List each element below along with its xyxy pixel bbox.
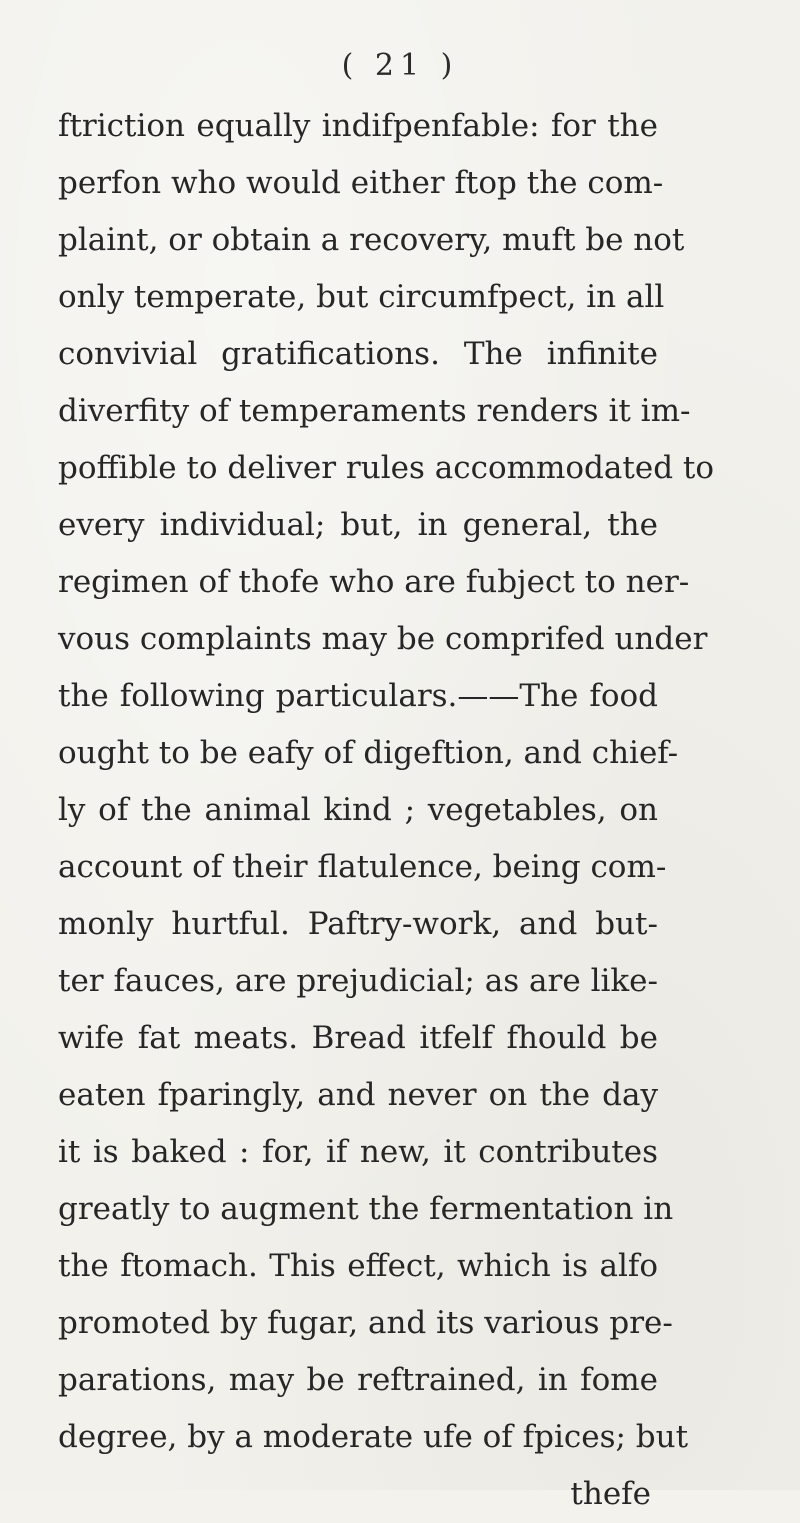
catchword: thefe xyxy=(570,1476,651,1512)
text-line: monly hurtful. Paftry-work, and but- xyxy=(58,906,658,942)
text-line: promoted by fugar, and its various pre- xyxy=(58,1305,673,1341)
text-line: it is baked : for, if new, it contributes xyxy=(58,1134,658,1170)
text-line: perfon who would either ftop the com- xyxy=(58,165,664,201)
text-line: every individual; but, in general, the xyxy=(58,507,658,543)
text-line: eaten fparingly, and never on the day xyxy=(58,1077,658,1113)
text-line: parations, may be reftrained, in fome xyxy=(58,1362,658,1398)
text-line: convivial gratifications. The infinite xyxy=(58,336,658,372)
text-line: ly of the animal kind ; vegetables, on xyxy=(58,792,658,828)
text-line: diverfity of temperaments renders it im- xyxy=(58,393,691,429)
text-line: degree, by a moderate ufe of fpices; but xyxy=(58,1419,689,1455)
text-line: poffible to deliver rules accommodated to xyxy=(58,450,715,486)
text-line: the following particulars.——The food xyxy=(58,678,658,714)
text-line: ftriction equally indifpenfable: for the xyxy=(58,108,658,144)
page-number-header: ( 21 ) xyxy=(341,48,459,83)
text-line: ought to be eafy of digeftion, and chief- xyxy=(58,735,679,771)
text-line: plaint, or obtain a recovery, muft be not xyxy=(58,222,685,258)
text-line: account of their flatulence, being com- xyxy=(58,849,667,885)
text-line: vous complaints may be comprifed under xyxy=(58,621,708,657)
text-line: wife fat meats. Bread itfelf fhould be xyxy=(58,1020,658,1056)
text-line: regimen of thofe who are fubject to ner- xyxy=(58,564,690,600)
body-text xyxy=(58,98,715,1523)
text-line: only temperate, but circumfpect, in all xyxy=(58,279,665,315)
text-line: greatly to augment the fermentation in xyxy=(58,1191,674,1227)
text-line: the ftomach. This effect, which is alfo xyxy=(58,1248,658,1284)
text-line: ter fauces, are prejudicial; as are like- xyxy=(58,963,658,999)
